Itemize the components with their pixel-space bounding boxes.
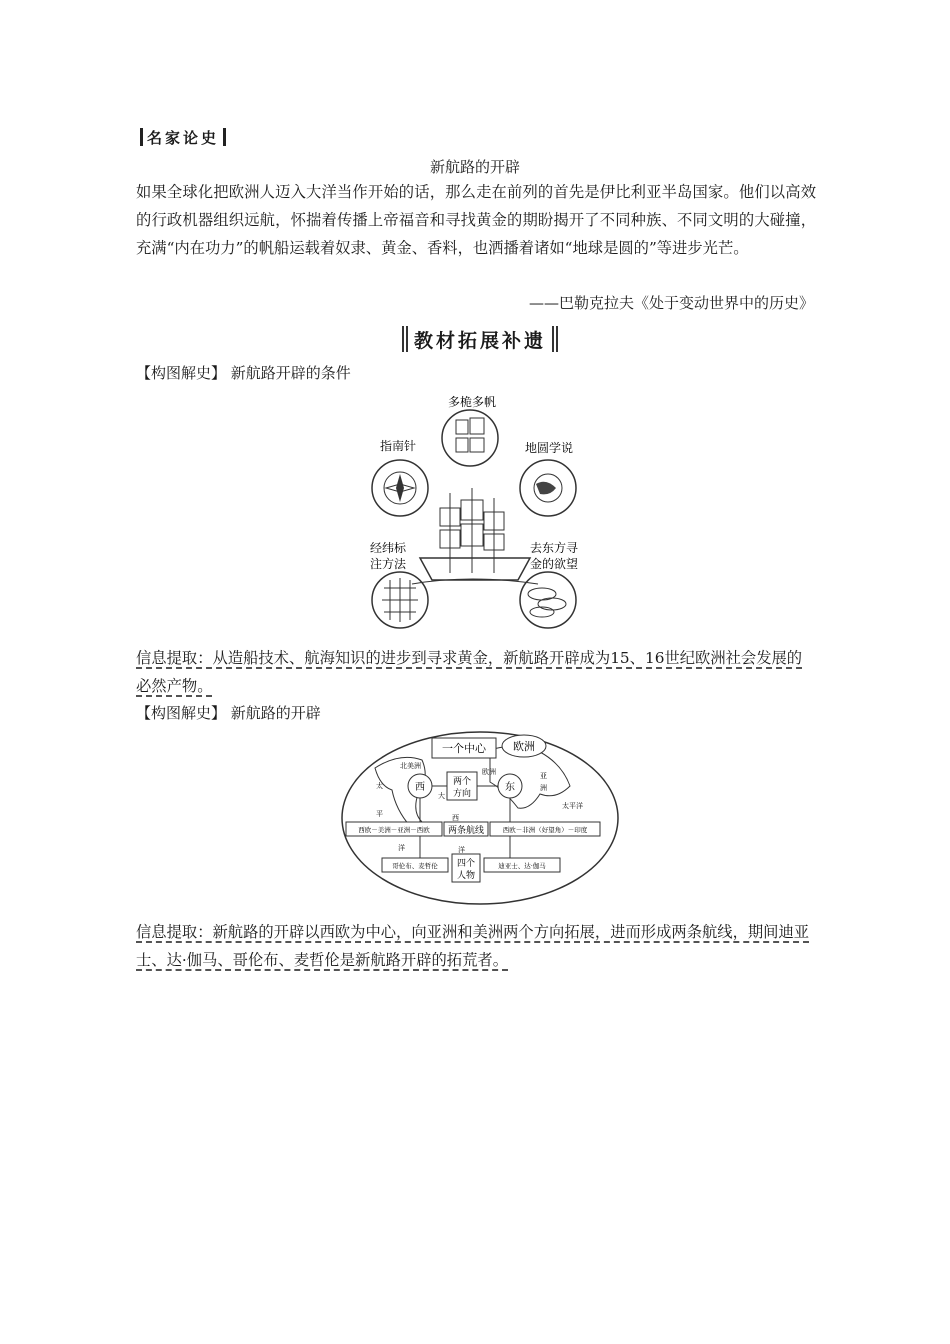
figure2-label: 【构图解史】 新航路的开辟 (136, 704, 321, 722)
figure1-label: 【构图解史】 新航路开辟的条件 (136, 364, 351, 382)
yang-text: 洋 (398, 844, 405, 852)
two-directions-text-2: 方向 (452, 789, 472, 799)
west-text: 西 (415, 782, 425, 793)
ping-text: 平 (376, 810, 383, 818)
mast-icon (442, 410, 498, 466)
fig1-top-label: 多桅多帆 (448, 395, 497, 409)
banner-bar-left (402, 326, 408, 352)
quote-citation: ——巴勒克拉夫《处于变动世界中的历史》 (528, 294, 814, 312)
pacific-text: 太平洋 (562, 802, 583, 810)
asia-text-2: 洲 (540, 784, 547, 792)
xi-text: 西 (452, 814, 459, 822)
route-left-text: 西欧－美洲－亚洲－西欧 (358, 826, 430, 834)
conditions-figure (360, 388, 590, 638)
fig1-right-top-label: 地圆学说 (525, 441, 574, 455)
east-text: 东 (505, 782, 515, 793)
quote-title: 新航路的开辟 (429, 158, 520, 176)
globe-icon (520, 460, 576, 516)
tai-text: 太 (376, 782, 383, 790)
fig1-left-bottom-label-1: 经纬标 (370, 541, 407, 555)
compass-icon (372, 460, 428, 516)
fig1-left-top-label: 指南针 (380, 439, 417, 453)
people-center-text-2: 人物 (456, 871, 476, 881)
routes-figure (340, 730, 620, 910)
section-tag-text: 名家论史 (147, 128, 220, 147)
fig1-right-bottom-label-2: 金的欲望 (530, 557, 579, 571)
banner-bar-right (552, 326, 558, 352)
ship-icon (412, 488, 538, 584)
banner-text: 教材拓展补遗 (414, 329, 547, 352)
fig1-left-bottom-label-2: 注方法 (370, 557, 407, 571)
grid-map-icon (372, 572, 428, 628)
europe-text: 欧洲 (513, 740, 535, 753)
yang2-text: 洋 (458, 846, 465, 854)
tag-bar-right (223, 128, 226, 146)
route-center-text: 两条航线 (447, 826, 485, 836)
people-left-text: 哥伦布、麦哲伦 (392, 862, 438, 870)
people-center-text-1: 四个 (456, 859, 476, 869)
people-right-text: 迪亚士、达·伽马 (498, 862, 546, 870)
center-text: 一个中心 (442, 742, 486, 755)
figure1-info: 信息提取：从造船技术、航海知识的进步到寻求黄金，新航路开辟成为15、16世纪欧洲社会发展的必然产物。 (136, 649, 803, 695)
tag-bar-left (140, 128, 143, 146)
banner (396, 324, 564, 354)
asia-text-1: 亚 (540, 772, 547, 780)
section-tag (136, 126, 230, 148)
figure2-info: 信息提取：新航路的开辟以西欧为中心，向亚洲和美洲两个方向拓展，进而形成两条航线，期间迪亚士、达·伽马、哥伦布、麦哲伦是新航路开辟的拓荒者。 (136, 923, 810, 969)
two-directions-text-1: 两个 (452, 777, 472, 787)
route-right-text: 西欧－非洲（好望角）－印度 (502, 826, 588, 834)
north-america-text: 北美洲 (400, 762, 421, 770)
gold-coins-icon (520, 572, 576, 628)
quote-body: 如果全球化把欧洲人迈入大洋当作开始的话，那么走在前列的首先是伊比利亚半岛国家。他们以高效的行政机器组织远航，怀揣着传播上帝福音和寻找黄金的期盼揭开了不同种族、不同文明的大碰撞，充满“内在功力”的帆船运载着奴隶、黄金、香料，也洒播着诸如“地球是圆的”等进步光芒。 (136, 183, 816, 257)
europe-small-text: 欧洲 (482, 768, 496, 776)
da-text: 大 (438, 792, 445, 800)
fig1-right-bottom-label-1: 去东方寻 (530, 541, 579, 555)
